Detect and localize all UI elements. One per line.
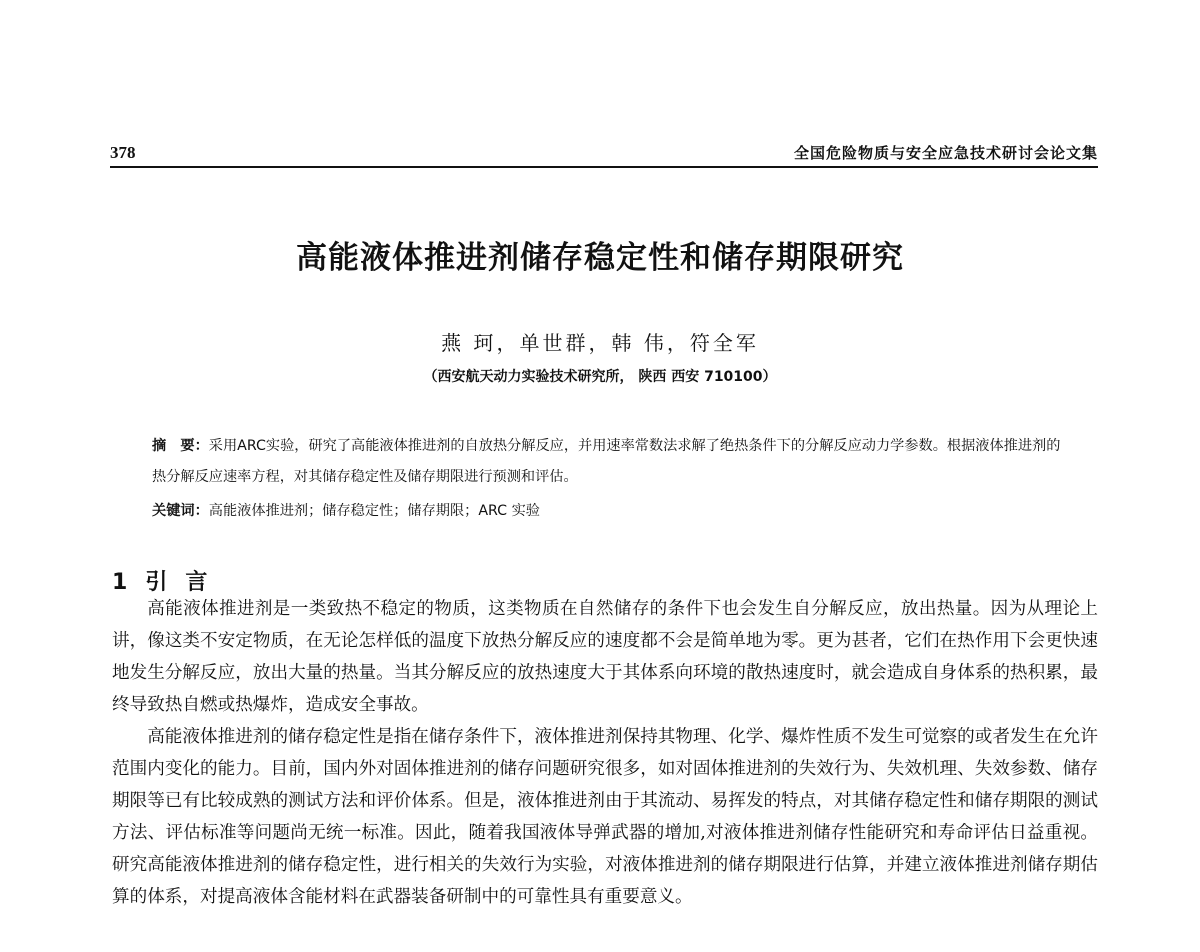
- keywords-text: 高能液体推进剂；储存稳定性；储存期限；ARC 实验: [208, 503, 540, 519]
- body-paragraph: 高能液体推进剂是一类致热不稳定的物质，这类物质在自然储存的条件下也会发生自分解反应，放出热量。因为从理论上讲，像这类不安定物质，在无论怎样低的温度下放热分解反应的速度都不会是简单地为零。更为甚者，它们在热作用下会更快速地发生分解反应，放出大量的热量。当其分解反应的放热速度大于其体系向环境的散热速度时，就会造成自身体系的热积累，最终导致热自燃或热爆炸，造成安全事故。: [112, 599, 1098, 715]
- author-affiliation: （西安航天动力实验技术研究所， 陕西 西安 710100）: [423, 369, 777, 385]
- journal-title: 全国危险物质与安全应急技术研讨会论文集: [793, 144, 1098, 162]
- running-header: [110, 140, 1098, 168]
- section-body: [112, 593, 1098, 913]
- section-number: 1: [112, 570, 128, 595]
- keywords-label: 关键词：: [152, 503, 209, 519]
- section-heading: [112, 565, 225, 596]
- abstract: [152, 431, 1072, 493]
- body-paragraph: 高能液体推进剂的储存稳定性是指在储存条件下，液体推进剂保持其物理、化学、爆炸性质不发生可觉察的或者发生在允许范围内变化的能力。目前，国内外对固体推进剂的储存问题研究很多，如对固体推进剂的失效行为、失效机理、失效参数、储存期限等已有比较成熟的测试方法和评价体系。但是，液体推进剂由于其流动、易挥发的特点，对其储存稳定性和储存期限的测试方法、评估标准等问题尚无统一标准。因此，随着我国液体导弹武器的增加,对液体推进剂储存性能研究和寿命评估日益重视。研究高能液体推进剂的储存稳定性，进行相关的失效行为实验，对液体推进剂的储存期限进行估算，并建立液体推进剂储存期估算的体系，对提高液体含能材料在武器装备研制中的可靠性具有重要意义。: [112, 727, 1098, 907]
- abstract-text: 采用ARC实验，研究了高能液体推进剂的自放热分解反应，并用速率常数法求解了绝热条件下的分解反应动力学参数。根据液体推进剂的热分解反应速率方程，对其储存稳定性及储存期限进行预测和评估。: [152, 438, 1061, 485]
- paper-title: 高能液体推进剂储存稳定性和储存期限研究: [296, 240, 904, 276]
- section-title: 引言: [145, 570, 226, 595]
- page-number: 378: [110, 143, 136, 162]
- abstract-label: 摘 要：: [152, 438, 209, 454]
- keywords: [152, 497, 1072, 525]
- author-list: 燕 珂，单世群，韩 伟，符全军: [441, 331, 759, 355]
